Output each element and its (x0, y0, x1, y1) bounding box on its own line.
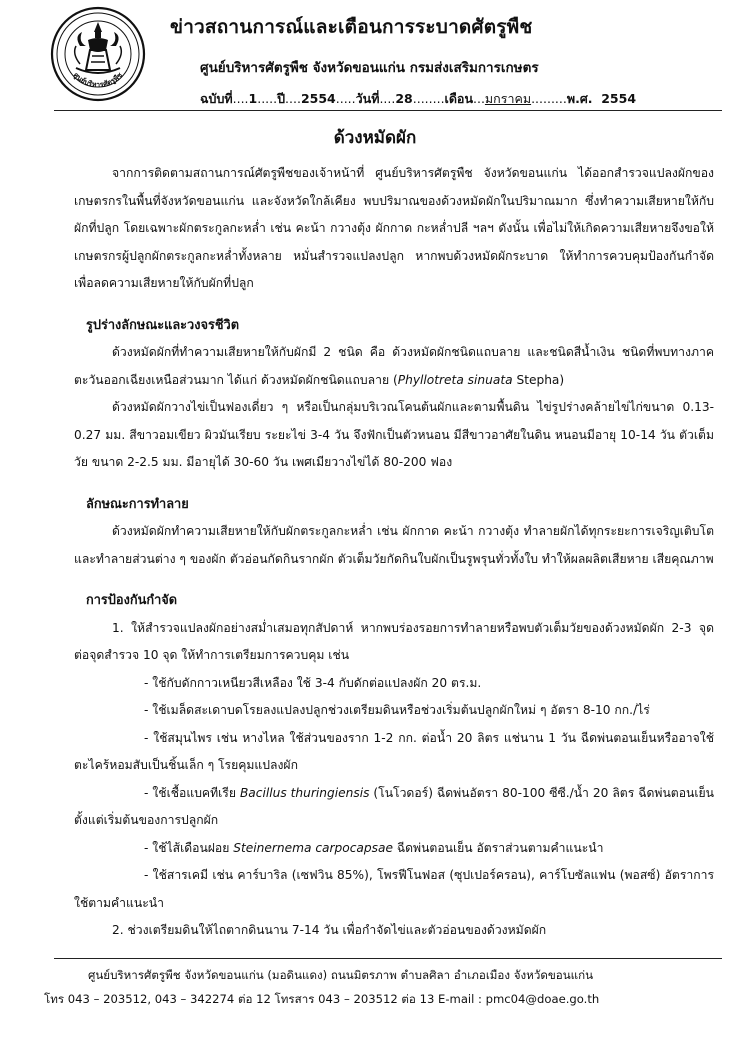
footer (44, 963, 724, 1011)
bulletin-subtitle: ศูนย์บริหารศัตรูพืช จังหวัดขอนแก่น กรมส่งเสริมการเกษตร (200, 60, 539, 76)
issue-month: มกราคม (484, 91, 532, 106)
text-span: ฉีดพ่นตอนเย็น อัตราส่วนตามคำแนะนำ (392, 840, 604, 855)
scientific-name: Bacillus thuringiensis (239, 785, 370, 800)
department-seal-logo (50, 6, 146, 102)
issue-day-label: วันที่ (355, 91, 380, 106)
issue-era-year: 2554 (601, 91, 637, 106)
intro-paragraph: จากการติดตามสถานการณ์ศัตรูพืชของเจ้าหน้าที่ ศูนย์บริหารศัตรูพืช จังหวัดขอนแก่น ได้ออกสำรวจแปลงผักของเกษตรกรในพื้นที่จังหวัดขอนแก่น และจังหวัดใกล้เคียง พบปริมาณของด้วงหมัดผักในปริมาณมาก ซึ่งทำความเสียหายให้กับผักที่ปลูก โดยเฉพาะผักตระกูลกะหล่ำ เช่น คะน้า กวางตุ้ง ผักกาด กะหล่ำปลี ฯลฯ ดังนั้น เพื่อไม่ให้เกิดความเสียหายจึงขอให้เกษตรกรผู้ปลูกผักตระกูลกะหล่ำทั้งหลาย หมั่นสำรวจแปลงปลูก หากพบด้วงหมัดผักระบาด ให้ทำการควบคุมป้องกันกำจัด เพื่อลดความเสียหายให้กับผักที่ปลูก (74, 166, 714, 290)
section-heading-morphology: รูปร่างลักษณะและวงจรชีวิต (86, 317, 240, 333)
morphology-paragraph-2: ด้วงหมัดผักวางไข่เป็นฟองเดี่ยว ๆ หรือเป็นกลุ่มบริเวณโคนต้นผักและตามพื้นดิน ไข่รูปร่างคล้ายไข่ไก่ขนาด 0.13-0.27 มม. สีขาวอมเขียว ผิวมันเรียบ ระยะไข่ 3-4 วัน จึงฟักเป็นตัวหนอน มีสีขาวอาศัยในดิน หนอนมีอายุ 10-14 วัน ตัวเต็มวัย ขนาด 2-2.5 มม. มีอายุได้ 30-60 วัน เพศเมียวางไข่ได้ 80-200 ฟอง (74, 400, 714, 469)
header (170, 10, 730, 109)
document-title: ด้วงหมัดผัก (333, 128, 417, 148)
issue-day: 28 (395, 91, 413, 106)
issue-era-label: พ.ศ. (566, 91, 593, 106)
control-item-2: 2. ช่วงเตรียมดินให้ไถตากดินนาน 7-14 วัน เพื่อกำจัดไข่และตัวอ่อนของด้วงหมัดผัก (112, 923, 547, 937)
damage-paragraph: ด้วงหมัดผักทำความเสียหายให้กับผักตระกูลกะหล่ำ เช่น ผักกาด คะน้า กวางตุ้ง ทำลายผักได้ทุกระยะการเจริญเติบโต และทำลายส่วนต่าง ๆ ของผัก ตัวอ่อนกัดกินรากผัก ตัวเต็มวัยกัดกินใบผักเป็นรูพรุนทั่วทั้งใบ ทำให้ผลผลิตเสียหาย เสียคุณภาพ (74, 524, 714, 566)
issue-year: 2554 (300, 91, 336, 106)
header-divider (54, 110, 722, 111)
footer-contact: โทร 043 – 203512, 043 – 342274 ต่อ 12 โทรสาร 043 – 203512 ต่อ 13 E-mail : pmc04@doae.go.th (44, 992, 600, 1006)
document-body (74, 160, 714, 945)
control-bullet-chemicals: - ใช้สารเคมี เช่น คาร์บาริล (เซฟวิน 85%), โพรฟีโนฟอส (ซุปเปอร์ครอน), คาร์โบซัลแฟน (พอสซ์) อัตราการใช้ตามคำแนะนำ (74, 868, 714, 910)
control-bullet-bacteria (74, 780, 714, 835)
control-bullet-herbs: - ใช้สมุนไพร เช่น หางไหล ใช้ส่วนของราก 1-2 กก. ต่อน้ำ 20 ลิตร แช่นาน 1 วัน ฉีดพ่นตอนเย็นหรืออาจใช้ตะไคร้หอมสับเป็นชิ้นเล็ก ๆ โรยคุมแปลงผัก (74, 730, 714, 772)
text-span: Stepha) (512, 372, 565, 387)
issue-line: ฉบับที่....1.....ปี....2554.....วันที่....28........เดือน...มกราคม.........พ.ศ. 2554 (200, 91, 637, 106)
text-span: ด้วงหมัดผักที่ทำความเสียหายให้กับผักมี 2 ชนิด คือ ด้วงหมัดผักชนิดแถบลาย และชนิดสีน้ำเงิน ชนิดที่พบทางภาคตะวันออกเฉียงเหนือส่วนมาก ได้แก่ ด้วงหมัดผักชนิดแถบลาย ( (74, 345, 714, 387)
scientific-name: Phyllotreta sinuata (397, 372, 513, 387)
text-span: - ใช้ไส้เดือนฝอย (144, 840, 234, 855)
issue-year-label: ปี (277, 91, 286, 106)
morphology-paragraph-1 (74, 339, 714, 394)
control-bullet-neem: - ใช้เมล็ดสะเดาบดโรยลงแปลงปลูกช่วงเตรียมดินหรือช่วงเริ่มต้นปลูกผักใหม่ ๆ อัตรา 8-10 กก./ไร่ (144, 703, 650, 717)
text-span: (โนโวดอร์) ฉีดพ่นอัตรา 80-100 ซีซี./น้ำ 20 ลิตร ฉีดพ่นตอนเย็นตั้งแต่เริ่มต้นของการปลูกผัก (74, 785, 714, 827)
footer-address: ศูนย์บริหารศัตรูพืช จังหวัดขอนแก่น (มอดินแดง) ถนนมิตรภาพ ตำบลศิลา อำเภอเมือง จังหวัดขอนแก่น (88, 968, 594, 982)
control-bullet-traps: - ใช้กับดักกาวเหนียวสีเหลือง ใช้ 3-4 กับดักต่อแปลงผัก 20 ตร.ม. (144, 675, 482, 690)
control-bullet-nematode (74, 835, 714, 863)
section-heading-control: การป้องกันกำจัด (86, 593, 178, 608)
control-item-1: 1. ให้สำรวจแปลงผักอย่างสม่ำเสมอทุกสัปดาห์ หากพบร่องรอยการทำลายหรือพบตัวเต็มวัยของด้วงหมัดผัก 2-3 จุดต่อจุดสำรวจ 10 จุด ให้ทำการเตรียมการควบคุม เช่น (74, 620, 714, 662)
scientific-name: Steinernema carpocapsae (233, 840, 393, 855)
footer-divider (54, 958, 722, 959)
bulletin-title: ข่าวสถานการณ์และเตือนการระบาดศัตรูพืช (170, 16, 533, 38)
text-span: - ใช้เชื้อแบคทีเรีย (144, 785, 240, 800)
issue-month-label: เดือน (444, 91, 473, 106)
issue-no: 1 (248, 91, 258, 106)
seal-text: ศูนย์บริหารศัตรูพืช (71, 71, 125, 89)
issue-no-label: ฉบับที่ (200, 91, 233, 106)
section-heading-damage: ลักษณะการทำลาย (86, 496, 189, 512)
